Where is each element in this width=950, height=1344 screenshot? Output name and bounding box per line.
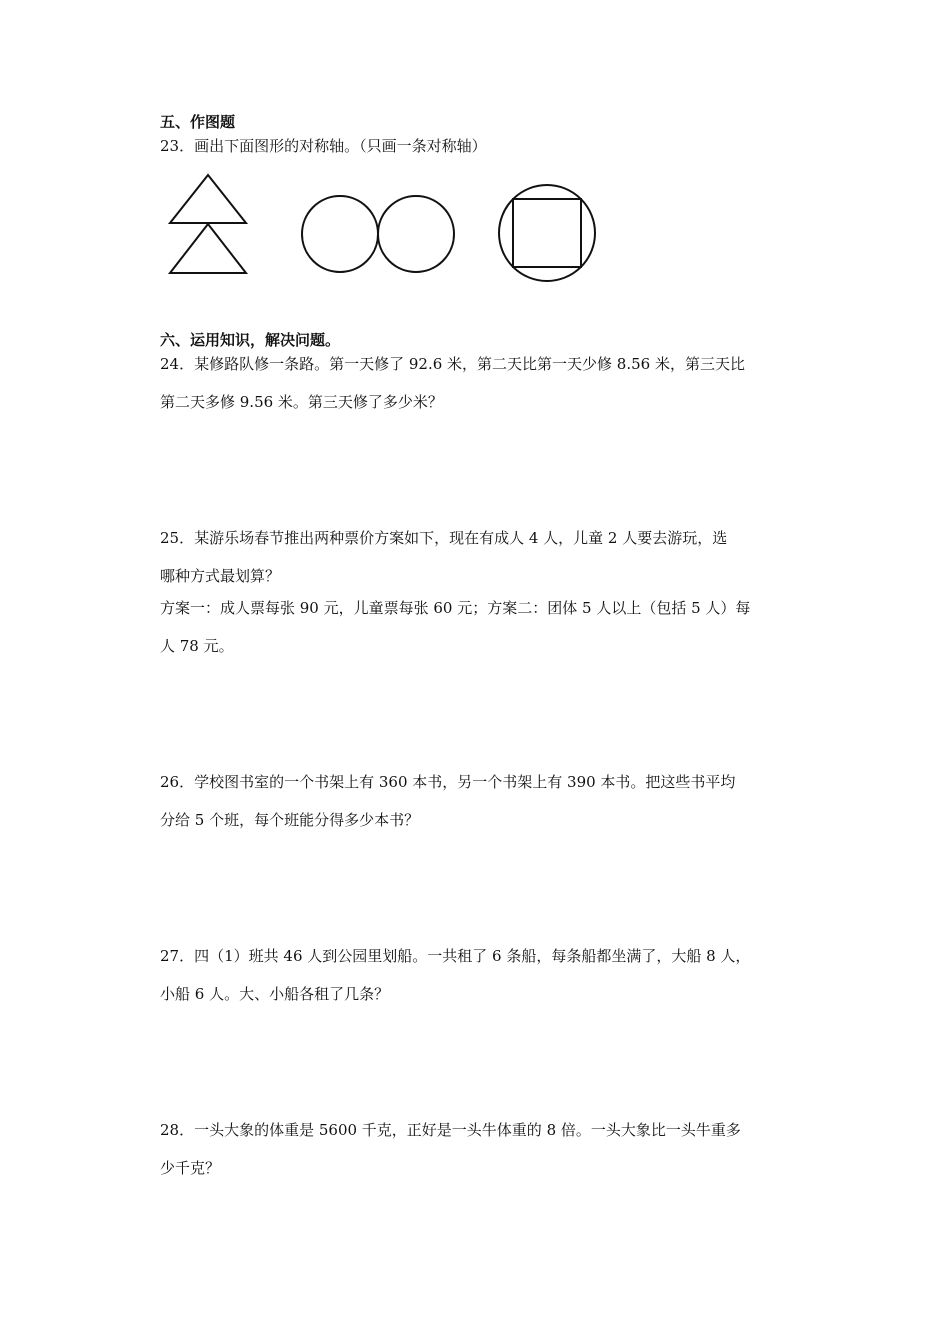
- question-25-line-3: 方案一：成人票每张 90 元，儿童票每张 60 元；方案二：团体 5 人以上（包括 5 人）每: [160, 599, 751, 617]
- symmetry-figures: [160, 168, 620, 288]
- question-25-line-4: 人 78 元。: [160, 637, 234, 655]
- question-28-line-2: 少千克？: [160, 1159, 221, 1177]
- question-26-line-1: 26．学校图书室的一个书架上有 360 本书，另一个书架上有 390 本书。把这些书平均: [160, 773, 736, 791]
- question-28-line-1: 28．一头大象的体重是 5600 千克，正好是一头牛体重的 8 倍。一头大象比一头牛重多: [160, 1121, 741, 1139]
- right-circle: [378, 196, 454, 272]
- question-24-line-1: 24．某修路队修一条路。第一天修了 92.6 米，第二天比第一天少修 8.56 米，第三天比: [160, 355, 745, 373]
- question-27-line-2: 小船 6 人。大、小船各租了几条？: [160, 985, 390, 1003]
- question-24-line-2: 第二天多修 9.56 米。第三天修了多少米？: [160, 393, 443, 411]
- question-25-line-1: 25．某游乐场春节推出两种票价方案如下，现在有成人 4 人，儿童 2 人要去游玩，选: [160, 529, 728, 547]
- question-23: 23．画出下面图形的对称轴。（只画一条对称轴）: [160, 137, 487, 155]
- square-in-circle-figure: [499, 185, 595, 281]
- question-25-line-2: 哪种方式最划算？: [160, 567, 281, 585]
- lower-triangle: [170, 224, 246, 273]
- inner-square: [513, 199, 581, 267]
- two-circles-figure: [302, 196, 454, 272]
- left-circle: [302, 196, 378, 272]
- question-26-line-2: 分给 5 个班，每个班能分得多少本书？: [160, 811, 420, 829]
- section-6-title: 六、运用知识，解决问题。: [160, 331, 341, 349]
- question-27-line-1: 27．四（1）班共 46 人到公园里划船。一共租了 6 条船，每条船都坐满了，大船 8 人，: [160, 947, 751, 965]
- section-5-title: 五、作图题: [160, 113, 236, 131]
- upper-triangle: [170, 175, 246, 223]
- stacked-triangles-figure: [170, 175, 246, 273]
